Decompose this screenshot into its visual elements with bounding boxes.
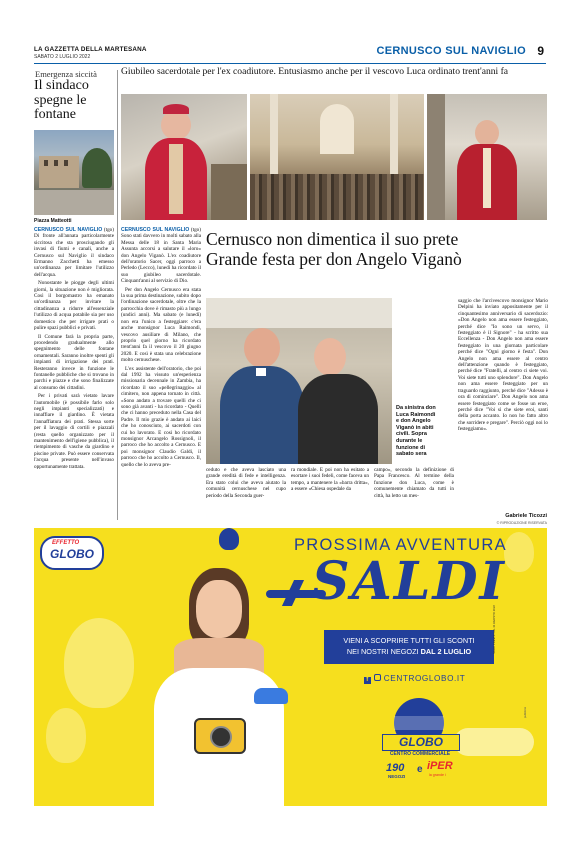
main-story-lead: CERNUSCO SUL NAVIGLIO bbox=[121, 227, 190, 233]
balloon-icon bbox=[46, 708, 86, 763]
advert-saldi: SALDI bbox=[312, 551, 506, 612]
balloon-icon bbox=[504, 532, 534, 572]
newspaper-name: LA GAZZETTA DELLA MARTESANA bbox=[34, 46, 147, 53]
and-word: e bbox=[417, 764, 423, 775]
masthead bbox=[34, 42, 546, 64]
main-headline bbox=[206, 229, 551, 269]
effetto-globo-badge: EFFETTO GLOBO bbox=[38, 530, 102, 570]
main-story-col2: ceduto e che aveva lasciato una grande eredità di fede e intelligenza. Era stato colui che aveva aiutato la comunità cernuschese nel cupo periodo della Seconda guer- bbox=[206, 467, 286, 499]
advert-tiny-note: pubblicità bbox=[524, 707, 527, 718]
column-divider bbox=[117, 70, 118, 520]
rights-note: © RIPRODUZIONE RISERVATA bbox=[496, 521, 547, 525]
main-story-col4: campo», secondo la definizione di Papa Francesco. Al termine della funzione don Luca, come è comunemente chiamato da tutti in città, ha letto un mes- bbox=[374, 467, 454, 499]
advert-offer-box: VIENI A SCOPRIRE TUTTI GLI SCONTI NEI NOSTRI NEGOZI DAL 2 LUGLIO bbox=[324, 630, 494, 664]
main-headline-line1: Cernusco non dimentica il suo prete bbox=[206, 229, 459, 249]
brief-photo-caption: Piazza Matteotti bbox=[34, 218, 72, 224]
brief-lead: CERNUSCO SUL NAVIGLIO bbox=[34, 227, 103, 233]
top-story-headline: Giubileo sacerdotale per l'ex coadiutore. Entusiasmo anche per il vescovo Luca ordinato trent'anni fa bbox=[121, 66, 509, 77]
iper-logo: iPER la grande i bbox=[427, 760, 453, 777]
two-priests-photo bbox=[206, 298, 392, 464]
brief-title: Il sindaco spegne le fontane bbox=[34, 78, 89, 122]
brief-paragraph: Il Comune farà la propria parte, procedendo gradualmente allo spegnimento delle fontane ornamentali. Saranno inoltre spenti gli impianti di irrigazione dei prati. Resteranno invece in funzione le fontanelle pubbliche che si trovano in parchi e piazze e che sono finalizzate al consumo dei cittadini. bbox=[34, 333, 114, 391]
cloud-icon bbox=[454, 728, 534, 756]
balloon-icon bbox=[64, 618, 134, 708]
main-paragraph: L'ex assistente dell'oratorio, che poi dal 1992 ha vissuto un'esperienza missionaria decennale in Zambia, ha ricordato il suo «pellegrinaggio» al cimitero, non appena tornato in città. «Sono andato a trovare quelli che ci sono già avanti - ha ricordato - Quelli che ci hanno preceduto nella Casa del Padre. Il mio grazie è andato ai laici che ho conosciuto, ai sacerdoti con cui ho lavorato. E così ho ricordato monsignor Arcangelo Rossignoli, il parroco che ho accolto a Cernusco. E poi monsignor Claudio Galdi, il parroco che ho accolto a Cernusco. Il, quello che lo aveva pre- bbox=[121, 365, 201, 468]
masthead-rule bbox=[34, 63, 546, 64]
church-crowd-photo bbox=[250, 94, 424, 220]
section-title: CERNUSCO SUL NAVIGLIO bbox=[376, 45, 526, 57]
brief-photo bbox=[34, 130, 114, 215]
main-paragraph: Per don Angelo Cernusco era stata la sua prima destinazione, subito dopo l'ordinazione sacerdotale, oltre che la parrocchia dove è rimasto più a lungo (undici anni). Ma sabato (e lunedì) non era l'unico a festeggiare: c'era anche monsignor Luca Raimondi, vescovo ausiliare di Milano, che proprio quel giorno ha ricordato trent'anni fa il vescovo il 20 giugno 2020. E così è stata una celebrazione molto cernuschese. bbox=[121, 286, 201, 364]
balloon-icon bbox=[219, 528, 239, 550]
advert-side-note: SALDI PREVISTI AL 31 AGOSTO 2022 bbox=[492, 605, 496, 654]
advert-tagline: PROSSIMA AVVENTURA bbox=[294, 536, 507, 554]
main-headline-line2: Grande festa per don Angelo Viganò bbox=[206, 249, 462, 269]
advert[interactable] bbox=[34, 528, 547, 806]
facebook-icon: f bbox=[364, 677, 371, 684]
website-link[interactable]: CENTROGLOBO.IT bbox=[383, 674, 466, 683]
camera-icon bbox=[194, 718, 246, 754]
main-story-col3: ra mondiale. E poi non ha esitato a esortare i suoi fedeli, come faceva un tempo, a mantenere la «barra dritta», a essere «Chiesa ospedale da bbox=[291, 467, 369, 493]
issue-date: SABATO 2 LUGLIO 2022 bbox=[34, 54, 91, 60]
main-story-col5 bbox=[458, 298, 548, 512]
brief-kicker: Emergenza siccità bbox=[35, 69, 97, 79]
angelo-altar-photo bbox=[427, 94, 547, 220]
bishop-photo bbox=[121, 94, 247, 220]
page-number: 9 bbox=[537, 44, 544, 58]
brief-paragraph: Per i privati sarà vietato lavare l'automobile (è possibile farlo solo negli impianti specializzati) e innaffiare il giardino. È vietata l'annaffiatura dei prati. Stessa sorte per il lavaggio di cortili e piazzali (resta quello organizzato per il mantenimento dell'igiene pubblica), il riempimento di vasche da giardino e piscine private. Può essere conservata l'acqua presente nell'invaso opportunamente trattata. bbox=[34, 393, 114, 470]
sneaker-icon bbox=[254, 688, 288, 704]
globo-logo: GLOBO CENTRO COMMERCIALE bbox=[380, 698, 460, 758]
main-paragraph: (tgo) Sono stati davvero in molti sabato alla Messa delle 18 in Santa Maria Assunta accorsi a salutare il «loro» don Angelo Viganò. L'ex coadiutore dell'oratorio Sacer, oggi parroco a Perledo (Lecco), lunedì ha ricordato il suo giubileo sacerdotale. Cinquant'anni al servizio di Dio. bbox=[121, 227, 201, 285]
main-photo-caption: Da sinistra don Luca Raimondi e don Angelo Viganò in abiti civili. Sopra durante le funzione di sabato sera bbox=[396, 405, 436, 458]
main-story-col1 bbox=[121, 227, 201, 517]
brief-paragraph: (tgo) Di fronte all'annata particolarmente siccitosa che sta prosciugando gli invasi di fiumi e canali, anche a Cernusco sul Naviglio il sindaco Ermanno Zacchetti ha emesso un'ordinanza per limitare l'utilizzo dell'acqua. bbox=[34, 227, 114, 278]
byline: Gabriele Ticozzi bbox=[505, 513, 547, 519]
brief-body bbox=[34, 227, 114, 517]
instagram-icon bbox=[374, 674, 381, 681]
shops-label: NEGOZI bbox=[388, 774, 406, 779]
shops-count: 190 bbox=[386, 762, 405, 774]
main-paragraph: saggio che l'arcivescovo monsignor Mario Delpini ha inviato appositamente per il cinquantesimo anniversario di sacerdozio: «Don Angelo non ama essere festeggiato, perché dice "Io sono un servo, il festeggiato è il Signore" - ha scritto sua Eccellenza - Don Angelo non ama essere festeggiato in una giornata particolare perché dice "Ogni giorno è festa". Don Angelo non ama essere al centro dell'attenzione quando è festeggiato, perché dice "Fratelli, al centro ci siete voi. Voi siete tutti uno splendore". Don Angelo non ama essere festeggiato per un traguardo raggiunto, perché dice "Adesso è ora di cominciare". Don Angelo non ama essere festeggiato come se fosse un eroe, perché dice "Voi sì che siete eroi, santi della porta accanto. Io non ho fatto altro che sorridere e pregare". Perciò oggi noi lo festeggiamo». bbox=[458, 298, 548, 433]
advert-social[interactable] bbox=[364, 674, 465, 684]
brief-paragraph: Nonostante le piogge degli ultimi giorni, la situazione non è migliorata. Così il borgomastro ha emanato un'ordinanza per invitare la cittadinanza a ridurre all'essenziale l'utilizzo di acqua potabile sia per uso domestico che per irrigare prati o pulire spazi pubblici e privati. bbox=[34, 280, 114, 332]
